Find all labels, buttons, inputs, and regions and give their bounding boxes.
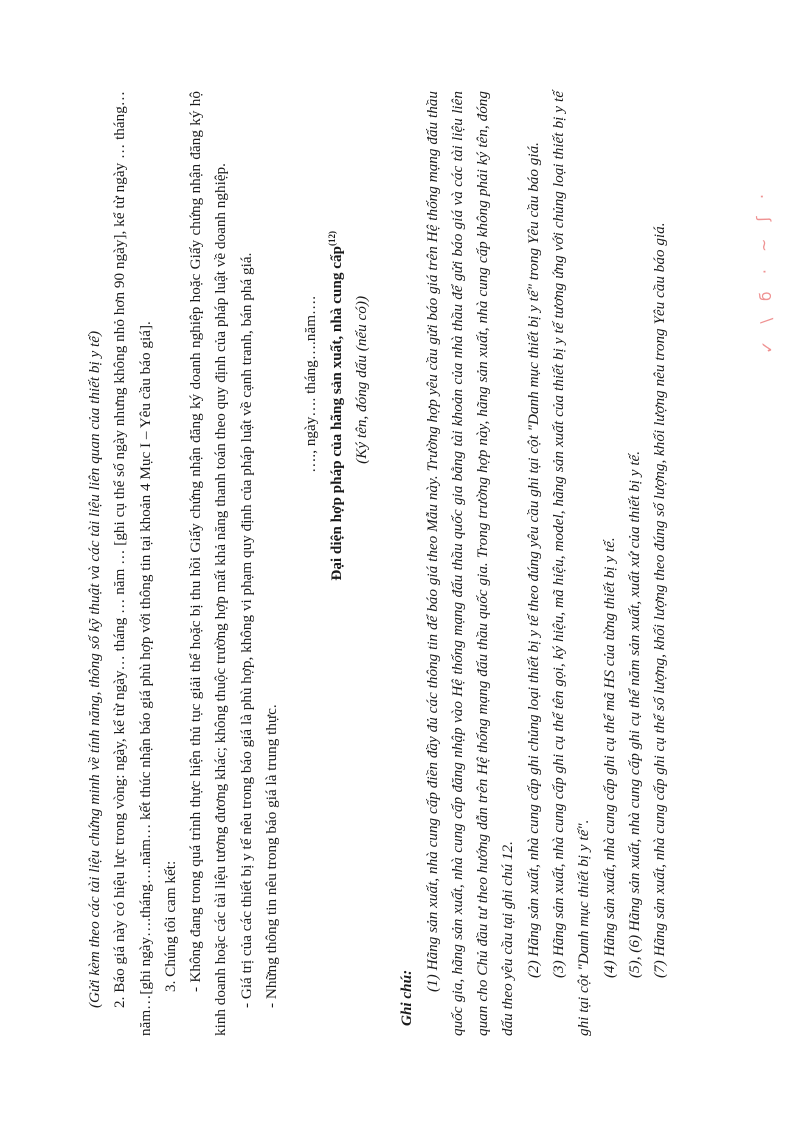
- note-1: (1) Hãng sản xuất, nhà cung cấp điền đầy đủ các thông tin để báo giá theo Mẫu này. Trường hợp yêu cầu gửi báo giá trên Hệ thống mạng đấu thầu quốc gia, hãng sản xuất, nhà cung cấp đăng nhập vào Hệ thống mạng đấu thầu quốc gia bằng tài khoản của nhà thầu để gửi báo giá và các tài liệu liên quan cho Chủ đầu tư theo hướng dẫn trên Hệ thống mạng đấu thầu quốc gia. Trong trường hợp này, hãng sản xuất, nhà cung cấp không phải ký tên, đóng dấu theo yêu cầu tại ghi chú 12.: [423, 91, 517, 1036]
- signature-subtitle: (Ký tên, đóng dấu (nếu có)): [352, 296, 370, 464]
- note-7: (7) Hãng sản xuất, nhà cung cấp ghi cụ thể số lượng, khối lượng theo đúng số lượng, khối lượng nêu trong Yêu cầu báo giá.: [651, 222, 669, 978]
- commitment-item-1: - Không đang trong quá trình thực hiện thủ tục giải thể hoặc bị thu hồi Giấy chứng nhận đăng ký doanh nghiệp hoặc Giấy chứng nhận đăng ký hộ kinh doanh hoặc các tài liệu tương đương khác; không thuộc trường hợp mất khả năng thanh toán theo quy định của pháp luật về doanh nghiệp.: [187, 91, 230, 1036]
- commitment-item-3: - Những thông tin nêu trong báo giá là trung thực.: [263, 704, 281, 1008]
- signature-title-text: Đại diện hợp pháp của hãng sản xuất, nhà cung cấp: [327, 246, 345, 581]
- note-2: (2) Hãng sản xuất, nhà cung cấp ghi chủng loại thiết bị y tế theo đúng yêu cầu ghi tại cột "Danh mục thiết bị y tế" trong Yêu cầu báo giá.: [524, 142, 542, 978]
- notes-heading: Ghi chú:: [398, 969, 416, 1026]
- signature-footnote-ref: (12): [326, 231, 337, 246]
- red-stamp-fragment: ✓ \ ϭ · ~ ʃ ·: [752, 187, 777, 355]
- note-3: (3) Hãng sản xuất, nhà cung cấp ghi cụ thể tên gọi, ký hiệu, mã hiệu, model, hãng sản xuất của thiết bị y tế tương ứng với chủng loại thiết bị y tế ghi tại cột "Danh mục thiết bị y tế".: [550, 91, 593, 1036]
- commitment-item-2: - Giá trị của các thiết bị y tế nêu trong báo giá là phù hợp, không vi phạm quy định của pháp luật về cạnh tranh, bán phá giá.: [237, 252, 255, 1008]
- note-5-6: (5), (6) Hãng sản xuất, nhà cung cấp ghi cụ thể năm sản xuất, xuất xứ của thiết bị y tế.: [625, 450, 643, 978]
- validity-clause: 2. Báo giá này có hiệu lực trong vòng: ngày, kể từ ngày… tháng … năm … [ghi cụ thể số ngày nhưng không nhỏ hơn 90 ngày], kể từ ngày … tháng… năm…[ghi ngày….tháng….năm… kết thúc nhận báo giá phù hợp với thông tin tại khoản 4 Mục I – Yêu cầu báo giá].: [111, 91, 154, 1036]
- commitment-heading: 3. Chúng tôi cam kết:: [161, 860, 179, 992]
- note-4: (4) Hãng sản xuất, nhà cung cấp ghi cụ thể mã HS của từng thiết bị y tế.: [600, 537, 618, 978]
- attachment-note: (Gửi kèm theo các tài liệu chứng minh về tính năng, thông số kỹ thuật và các tài liệu liên quan của thiết bị y tế): [86, 330, 103, 1008]
- text-body: [82, 91, 673, 1036]
- signature-date-line: …., ngày…. tháng….năm….: [302, 296, 320, 473]
- signature-title: [324, 91, 349, 1036]
